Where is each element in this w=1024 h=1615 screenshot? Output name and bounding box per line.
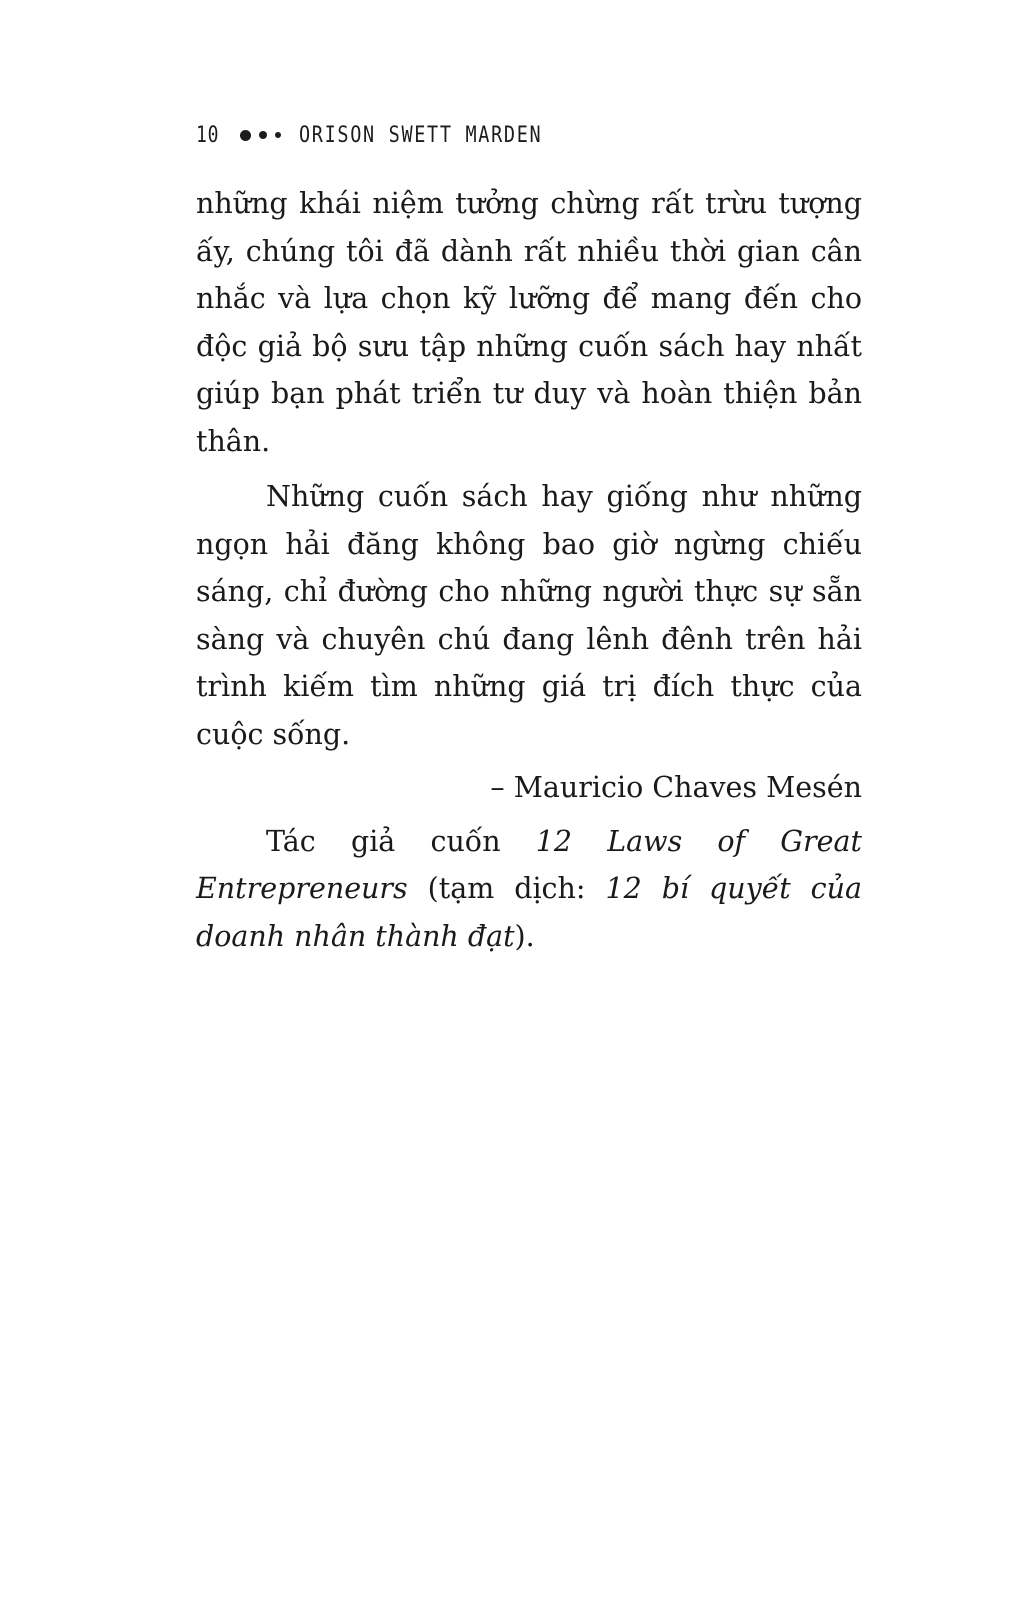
note-close: ).	[514, 919, 535, 953]
dot-large	[240, 130, 251, 141]
book-title-english: 12 Laws of Great Entrepreneurs	[196, 824, 862, 905]
dot-medium	[259, 131, 267, 139]
note-open: (tạm dịch:	[407, 872, 606, 905]
quote-attribution: – Mauricio Chaves Mesén	[490, 771, 862, 804]
ornament-dots-icon	[240, 130, 281, 141]
header-author-name: ORISON SWETT MARDEN	[299, 122, 543, 148]
paragraph-continued: những khái niệm tưởng chừng rất trừu tượng ấy, chúng tôi đã dành rất nhiều thời gian cân nhắc và lựa chọn kỹ lưỡng để mang đến cho độc giả bộ sưu tập những cuốn sách hay nhất giúp bạn phát triển tư duy và hoàn thiện bản thân.	[196, 187, 862, 458]
author-book-note	[196, 818, 862, 961]
page-number: 10	[196, 122, 220, 148]
dot-small	[275, 132, 281, 138]
running-header	[196, 118, 589, 152]
paragraph-quote: Những cuốn sách hay giống như những ngọn hải đăng không bao giờ ngừng chiếu sáng, chỉ đường cho những người thực sự sẵn sàng và chuyên chú đang lênh đênh trên hải trình kiếm tìm những giá trị đích thực của cuộc sống.	[196, 480, 862, 751]
body-text	[196, 180, 862, 960]
note-prefix: Tác giả cuốn	[266, 824, 536, 858]
book-title-vietnamese: 12 bí quyết của doanh nhân thành đạt	[196, 872, 862, 953]
